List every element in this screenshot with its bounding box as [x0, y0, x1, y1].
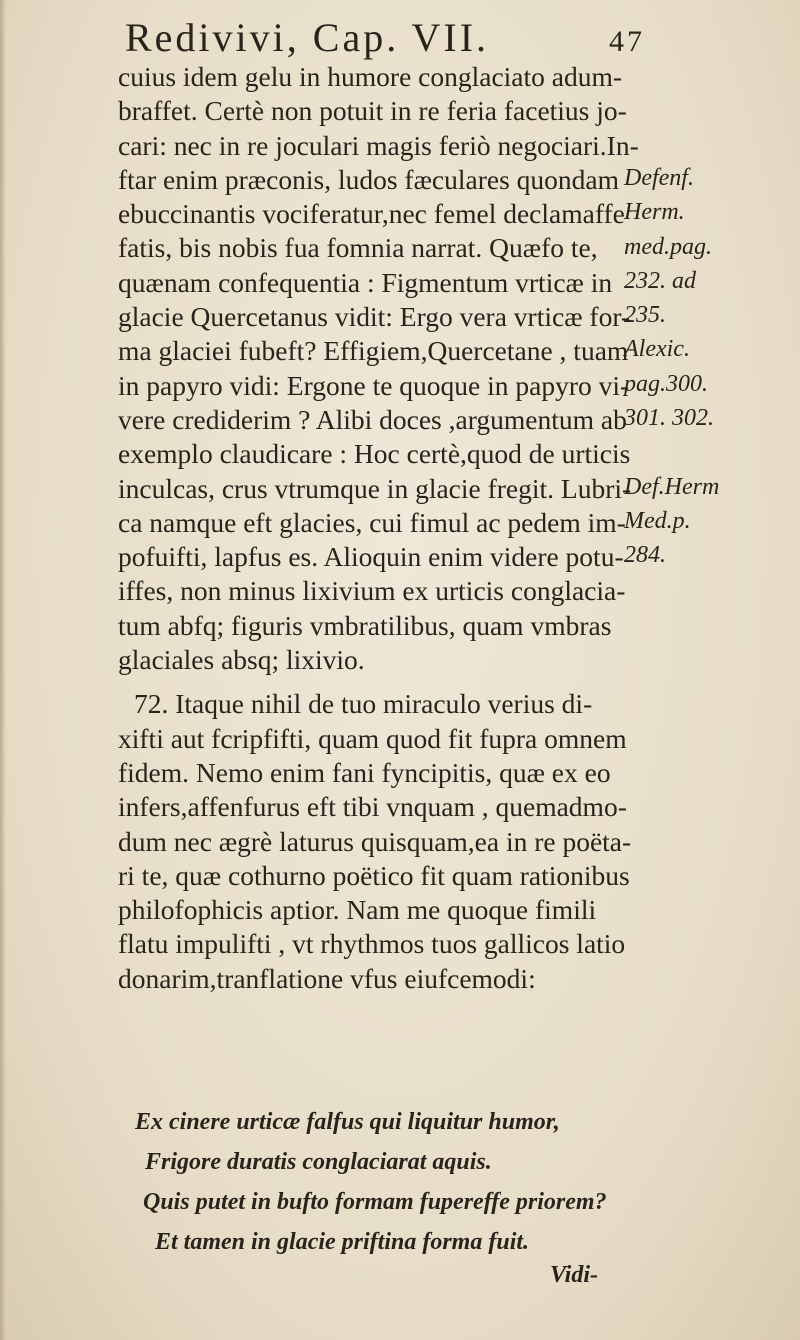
- text-line: fidem. Nemo enim fani fyncipitis, quæ ex eo: [118, 756, 611, 788]
- margin-note: med.pag.: [624, 233, 712, 260]
- margin-note: 235.: [624, 302, 666, 329]
- margin-note: 232. ad: [624, 267, 696, 294]
- text-line: tum abfq; figuris vmbratilibus, quam vmbras: [118, 609, 612, 641]
- text-line: 72. Itaque nihil de tuo miraculo verius di-: [134, 688, 593, 720]
- margin-note: Defenf.: [624, 165, 694, 191]
- text-line: ca namque eft glacies, cui fimul ac pedem im-: [118, 506, 626, 538]
- running-header: [125, 14, 645, 61]
- text-line: infers,affenfurus eft tibi vnquam , quemadmo-: [118, 791, 627, 823]
- text-line: in papyro vidi: Ergone te quoque in papyro vi-: [118, 369, 630, 401]
- margin-note: 284.: [624, 542, 666, 569]
- text-line: inculcas, crus vtrumque in glacie fregit. Lubri-: [118, 472, 632, 504]
- margin-note: [624, 435, 794, 469]
- margin-note: Herm.: [624, 199, 685, 226]
- text-line: glaciales absq; lixivio.: [118, 644, 365, 676]
- text-line: dum nec ægrè laturus quisquam,ea in re poëta-: [118, 825, 632, 857]
- text-line: ma glaciei fubeft? Effigiem,Quercetane , tuam: [118, 335, 629, 367]
- margin-note: Med.p.: [624, 507, 691, 534]
- text-line: vere crediderim ? Alibi doces ,argumentum ab: [118, 403, 627, 435]
- page-number: 47: [609, 25, 645, 58]
- text-line: pofuifti, lapfus es. Alioquin enim videre potu-: [118, 541, 624, 573]
- text-line: exemplo claudicare : Hoc certè,quod de urticis: [118, 438, 631, 470]
- text-line: flatu impulifti , vt rhythmos tuos gallicos latio: [118, 928, 626, 960]
- text-line: braffet. Certè non potuit in re feria facetius jo-: [118, 95, 627, 127]
- text-line: cari: nec in re joculari magis feriò negociari.In-: [118, 129, 639, 161]
- text-line: ri te, quæ cothurno poëtico fit quam rationibus: [118, 859, 630, 891]
- margin-note: Def.Herm: [624, 473, 720, 500]
- verse-block: [135, 1102, 655, 1262]
- margin-notes: [624, 161, 794, 573]
- text-line: ftar enim præconis, ludos fæculares quondam: [118, 163, 620, 195]
- text-line: glacie Quercetanus vidit: Ergo vera vrticæ for-: [118, 301, 631, 333]
- margin-note: pag.300.: [624, 370, 708, 397]
- verse-line: Ex cinere urticæ falfus qui liquitur humor,: [135, 1109, 560, 1135]
- text-line: iffes, non minus lixivium ex urticis conglacia-: [118, 575, 626, 607]
- text-line: cuius idem gelu in humore conglaciato adum-: [118, 61, 623, 92]
- catchword: Vidi-: [550, 1262, 599, 1288]
- verse-line: Frigore duratis conglaciarat aquis.: [145, 1149, 492, 1175]
- text-line: donarim,tranflatione vfus eiufcemodi:: [118, 962, 536, 994]
- verse-line: Et tamen in glacie priftina forma fuit.: [155, 1229, 530, 1255]
- text-line: quænam confequentia : Figmentum vrticæ in: [118, 266, 613, 298]
- verse-line: Quis putet in bufto formam fupereffe priorem?: [143, 1189, 607, 1215]
- text-line: fatis, bis nobis fua fomnia narrat. Quæfo te,: [118, 232, 598, 264]
- main-text: [118, 60, 638, 996]
- page-gutter-edge: [0, 0, 6, 1340]
- margin-note: Alexic.: [624, 336, 690, 363]
- running-title: Redivivi, Cap. VII.: [125, 15, 490, 60]
- text-line: xifti aut fcripfifti, quam quod fit fupra omnem: [118, 722, 627, 754]
- margin-note: 301. 302.: [624, 405, 714, 432]
- paragraph-gap: [118, 677, 638, 687]
- text-line: philofophicis aptior. Nam me quoque fimili: [118, 894, 597, 926]
- text-line: ebuccinantis vociferatur,nec femel declamaffe: [118, 198, 625, 230]
